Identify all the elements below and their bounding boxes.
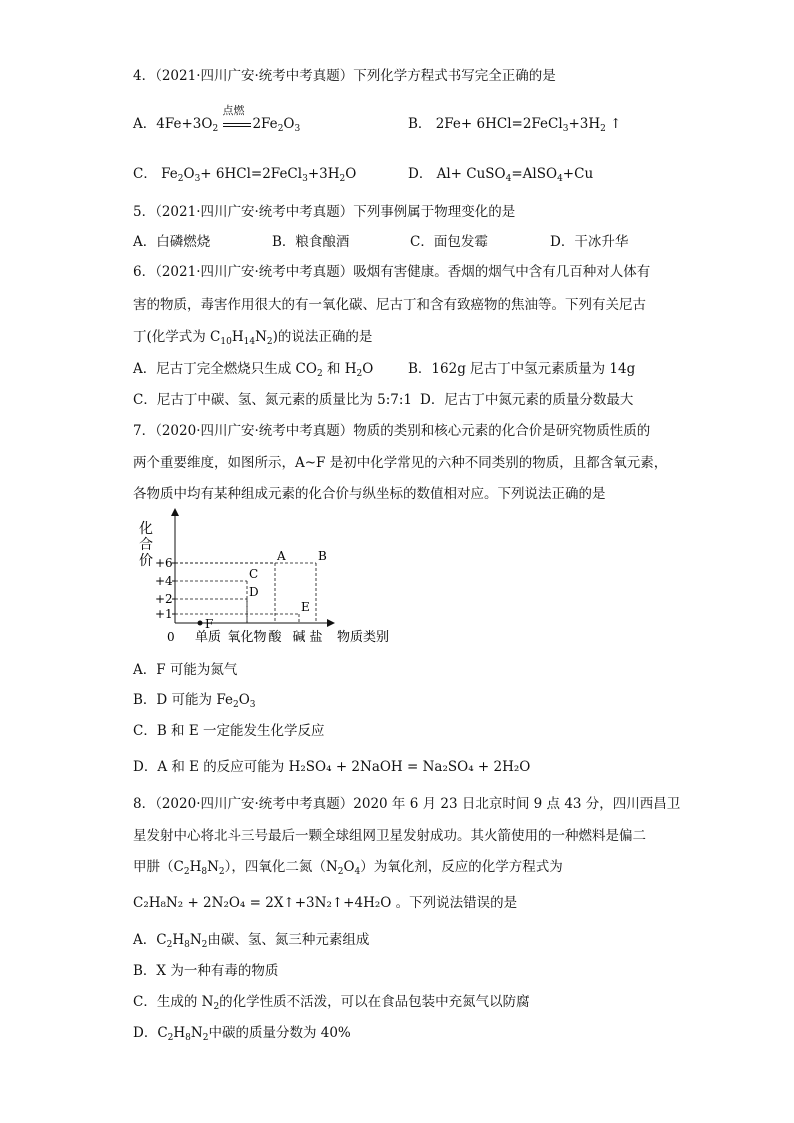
y-tick-label: +4: [155, 574, 173, 588]
point-label-C: C: [249, 567, 259, 581]
y-axis-label-char: 合: [139, 537, 153, 553]
point-label-E: E: [301, 600, 310, 614]
q5-stem: 5．（2021·四川广安·统考中考真题）下列事例属于物理变化的是: [133, 204, 516, 220]
x-axis-label: 物质类别: [337, 630, 390, 645]
q7-option-d: D．A 和 E 的反应可能为 H₂SO₄ + 2NaOH = Na₂SO₄ + 2H₂O: [133, 759, 531, 775]
q8-stem-line2: 星发射中心将北斗三号最后一颗全球组网卫星发射成功。其火箭使用的一种燃料是偏二: [133, 828, 646, 844]
q7-stem-line1: 7．（2020·四川广安·统考中考真题）物质的类别和核心元素的化合价是研究物质性质的: [133, 423, 651, 439]
point-label-F: F: [205, 617, 214, 631]
x-category-label: 酸: [268, 630, 282, 645]
q7-stem-line2: 两个重要维度，如图所示，A~F 是初中化学常见的六种不同类别的物质，且都含氧元素，: [133, 455, 668, 471]
q8-option-d: D．$C_2H_8N_2$中碳的质量分数为 40%: [133, 1025, 351, 1043]
x-category-label: 氧化物: [227, 630, 267, 645]
y-axis-label-char: 价: [139, 553, 153, 569]
q8-stem-line3: 甲肼$(C_2H_8N_2)$，四氧化二氮$(N_2O_4)$为氧化剂，反应的化学方程式为: [133, 859, 563, 877]
q6-option-d: D．尼古丁中氮元素的质量分数最大: [420, 392, 634, 408]
q4-option-a: A．$4Fe+3O_2$ 点燃 $2Fe_2O_3$: [133, 104, 301, 134]
point-label-D: D: [249, 585, 259, 599]
q4-option-b: B． $2Fe+ 6HCl=2FeCl_3+3H_2$ ↑: [408, 116, 622, 134]
q8-stem-line1: 8．（2020·四川广安·统考中考真题）2020 年 6 月 23 日北京时间 9 点 43 分，四川西昌卫: [133, 796, 681, 812]
q5-option-d: D．干冰升华: [550, 234, 629, 250]
q5-option-b: B．粮食酿酒: [272, 234, 350, 250]
q6-stem-line2: 害的物质，毒害作用很大的有一氧化碳、尼古丁和含有致癌物的焦油等。下列有关尼古: [133, 297, 646, 313]
q7-option-b: B．D 可能为 $Fe_2O_3$: [133, 692, 256, 710]
q6-option-a: A．尼古丁完全燃烧只生成 $CO_2$ 和 $H_2O$: [133, 361, 374, 379]
q5-option-c: C．面包发霉: [410, 234, 488, 250]
x-category-label: 单质: [195, 630, 222, 645]
q6-option-c: C．尼古丁中碳、氢、氮元素的质量比为 5:7:1: [133, 392, 412, 408]
q4-stem: 4．（2021·四川广安·统考中考真题）下列化学方程式书写完全正确的是: [133, 68, 556, 84]
y-tick-label: +6: [155, 556, 173, 570]
q7-option-c: C．B 和 E 一定能发生化学反应: [133, 723, 325, 739]
q6-stem-line1: 6．（2021·四川广安·统考中考真题）吸烟有害健康。香烟的烟气中含有几百种对人体有: [133, 264, 651, 280]
y-tick-label: +1: [155, 607, 173, 621]
origin-label: 0: [167, 630, 175, 644]
q8-equation: C₂H₈N₂ + 2N₂O₄ = 2X↑+3N₂↑+4H₂O 。下列说法错误的是: [133, 895, 518, 911]
point-label-B: B: [318, 549, 327, 563]
y-axis-label-char: 化: [139, 521, 153, 537]
q7-option-a: A．F 可能为氮气: [133, 662, 238, 678]
point-F: [198, 621, 203, 626]
q6-stem-line3: 丁(化学式为 $C_{10}H_{14}N_2$)的说法正确的是: [133, 329, 373, 347]
q8-option-b: B．X 为一种有毒的物质: [133, 963, 279, 979]
x-category-label: 盐: [309, 630, 323, 645]
valence-chart: [125, 505, 425, 655]
q8-option-c: C．生成的 $N_2$的化学性质不活泼，可以在食品包装中充氮气以防腐: [133, 994, 530, 1012]
q8-option-a: A．$C_2H_8N_2$由碳、氢、氮三种元素组成: [133, 932, 370, 950]
q7-stem-line3: 各物质中均有某种组成元素的化合价与纵坐标的数值相对应。下列说法正确的是: [133, 486, 606, 502]
x-category-label: 碱: [292, 630, 306, 645]
y-tick-label: +2: [155, 592, 173, 606]
q5-option-a: A．白磷燃烧: [133, 234, 211, 250]
q4-option-c: C． $Fe_2O_3+$ $6HCl=2FeCl_3+3H_2O$: [133, 166, 357, 184]
q4-option-d: D． Al+ CuSO$_4$=AlSO$_4$+Cu: [408, 166, 594, 184]
point-label-A: A: [277, 549, 286, 563]
q6-option-b: B．162g 尼古丁中氢元素质量为 14g: [408, 361, 636, 377]
